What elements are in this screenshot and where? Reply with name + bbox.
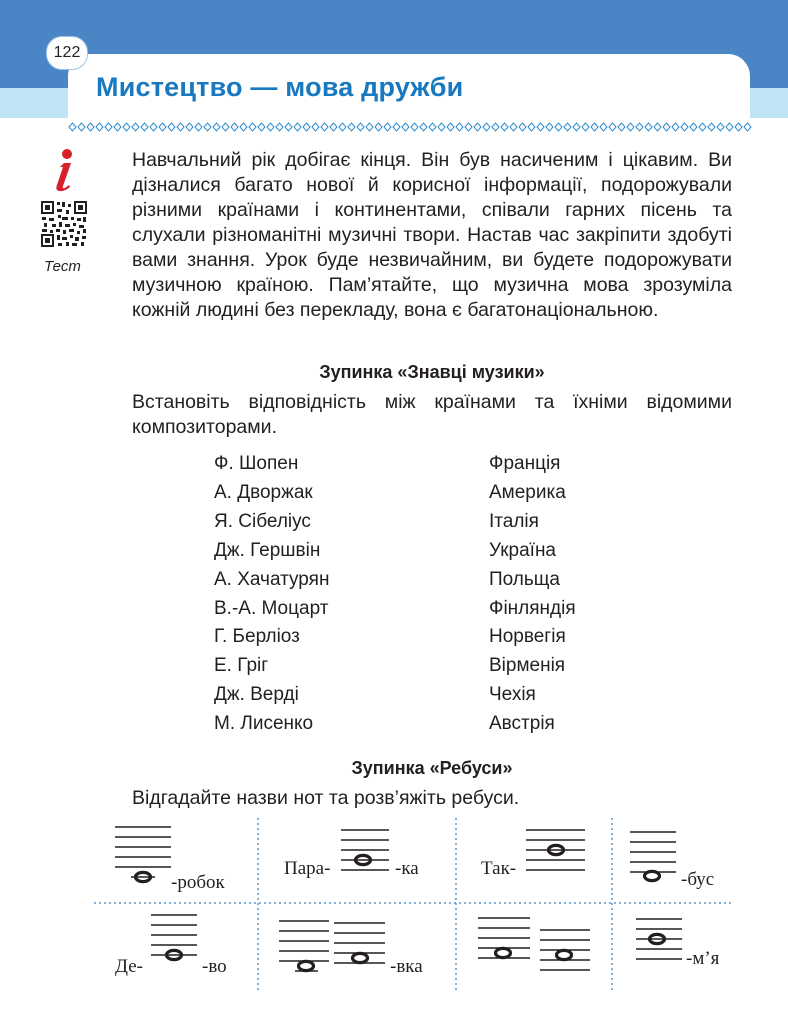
staff-icon: [478, 918, 530, 958]
rebus-suffix: -вка: [390, 956, 423, 977]
country-item: Україна: [489, 539, 557, 561]
composer-item: А. Хачатурян: [214, 568, 330, 590]
composer-item: А. Дворжак: [214, 481, 313, 503]
country-item: Вірменія: [489, 655, 566, 677]
staff-icon: [630, 832, 676, 872]
staff-icon: [115, 827, 171, 877]
page-title: Мистецтво — мова дружби: [96, 72, 464, 102]
rebus-suffix: -м’я: [686, 948, 720, 969]
page-number: 122: [46, 36, 88, 70]
rebus-suffix: -во: [202, 956, 227, 977]
task-text-rebuses: Відгадайте назви нот та розв’яжіть ребуси.: [132, 787, 520, 809]
section-heading-rebuses: Зупинка «Ребуси»: [351, 758, 513, 778]
country-item: Америка: [489, 481, 566, 503]
country-item: Австрія: [489, 713, 555, 735]
composer-item: М. Лисенко: [214, 713, 314, 735]
whole-note-icon: [645, 871, 660, 880]
whole-note-icon: [557, 950, 572, 959]
staff-icon: [526, 830, 585, 870]
country-item: Польща: [489, 568, 560, 590]
composer-item: Я. Сібеліус: [214, 510, 311, 532]
task-text-matching: Встановіть відповідність між країнами та їхніми відомими композиторами.: [132, 391, 732, 438]
rebus-prefix: Де-: [115, 956, 143, 977]
composer-item: Дж. Верді: [214, 684, 299, 706]
whole-note-icon: [299, 961, 314, 970]
staff-icon: [334, 923, 385, 963]
country-item: Італія: [489, 510, 539, 532]
qr-label: Тест: [44, 258, 81, 275]
rebus-suffix: -бус: [681, 869, 715, 890]
rebus-suffix: -робок: [171, 872, 225, 893]
country-item: Чехія: [489, 684, 536, 706]
country-item: Фінляндія: [489, 597, 576, 619]
composer-item: Ф. Шопен: [214, 453, 299, 474]
rebus-suffix: -ка: [395, 858, 419, 879]
staff-icon: [636, 919, 682, 959]
intro-paragraph: Навчальний рік добігає кінця. Він був насиченим і цікавим. Ви дізналися багато нової й корисної інформації, подорожували різними країнами і континентами, співали гарних пісень та слухали різноманітні музичні твори. Настав час закріпити здобуті вами знання. Урок буде незвичайним, ви будете подорожувати музичною країною. Пам’ятайте, що музична мова зрозуміла кожній людині без перекладу, вона є багатонаціональною.: [132, 149, 732, 321]
country-item: Франція: [489, 453, 561, 474]
whole-note-icon: [496, 948, 511, 957]
whole-note-icon: [353, 953, 368, 962]
composer-item: Г. Берліоз: [214, 626, 300, 648]
staff-icon: [279, 921, 329, 971]
rebus-prefix: Пара-: [284, 858, 331, 879]
section-heading-music-experts: Зупинка «Знавці музики»: [319, 362, 545, 382]
country-item: Норвегія: [489, 626, 566, 648]
composer-item: Дж. Гершвін: [214, 539, 321, 561]
composer-item: Е. Гріг: [214, 655, 269, 677]
rebus-prefix: Так-: [481, 858, 517, 879]
composer-item: В.-А. Моцарт: [214, 597, 329, 619]
